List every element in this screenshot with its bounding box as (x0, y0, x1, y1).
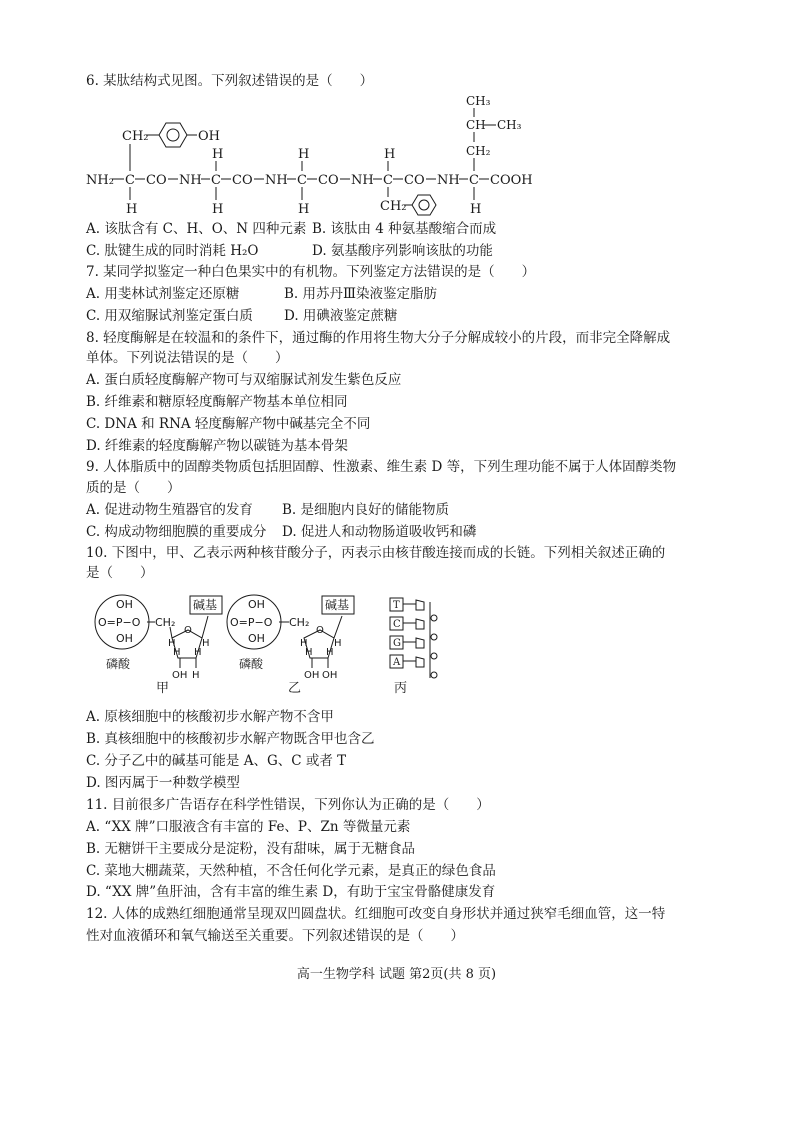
q8-option-d: D. 纤维素的轻度酶解产物以碳链为基本骨架 (86, 438, 348, 454)
jia-base-label: 碱基 (193, 598, 218, 612)
svg-text:OH: OH (304, 670, 320, 681)
svg-text:H: H (305, 647, 313, 658)
r1-ch2: CH₂ (122, 129, 149, 144)
chain-c4: C (383, 173, 393, 188)
page-footer: 高一生物学科 试题 第2页(共 8 页) (296, 967, 497, 982)
svg-text:CH₂: CH₂ (155, 616, 176, 629)
svg-text:O: O (184, 625, 192, 636)
r4-h-top: H (384, 147, 396, 162)
svg-text:H: H (300, 638, 308, 649)
chain-co2: CO (232, 173, 253, 188)
svg-text:OH: OH (172, 670, 188, 681)
r2-h-top: H (212, 147, 224, 162)
q7-option-d: D. 用碘液鉴定蔗糖 (284, 308, 398, 324)
chain-nh2: NH₂ (86, 173, 114, 188)
nucleotide-figure (84, 588, 464, 700)
svg-text:OH: OH (116, 632, 133, 645)
r3-h-bottom: H (298, 202, 310, 217)
chain-base-4: A (393, 657, 401, 668)
q8-stem-line2: 单体。下列说法错误的是（ ） (86, 350, 289, 366)
chain-nh1: NH (179, 173, 202, 188)
q11-option-a: A. “XX 牌”口服液含有丰富的 Fe、P、Zn 等微量元素 (86, 819, 411, 835)
svg-text:OH: OH (116, 598, 133, 611)
chain-base-1: T (393, 600, 400, 611)
chain-nh2b: NH (265, 173, 288, 188)
chain-nh3: NH (351, 173, 374, 188)
chain-co1: CO (146, 173, 167, 188)
r1-oh: OH (198, 129, 220, 144)
svg-text:O: O (316, 625, 324, 636)
q8-option-c: C. DNA 和 RNA 轻度酶解产物中碱基完全不同 (86, 416, 371, 432)
r5-ch: CH (466, 118, 486, 132)
svg-text:O=P−O: O=P−O (98, 616, 141, 629)
q10-stem-line2: 是（ ） (86, 565, 154, 581)
svg-text:H: H (326, 647, 334, 658)
r5-h-bottom: H (470, 202, 482, 217)
yi-base-label: 碱基 (325, 598, 350, 612)
q9-option-a: A. 促进动物生殖器官的发育 (86, 502, 253, 518)
r5-ch3-top: CH₃ (466, 94, 491, 108)
q7-option-a: A. 用斐林试剂鉴定还原糖 (86, 286, 240, 302)
q11-stem: 11. 目前很多广告语存在科学性错误，下列你认为正确的是（ ） (86, 797, 490, 813)
svg-text:H: H (192, 670, 200, 681)
chain-c3: C (297, 173, 307, 188)
chain-co4: CO (404, 173, 425, 188)
q11-option-c: C. 菜地大棚蔬菜，天然种植，不含任何化学元素，是真正的绿色食品 (86, 863, 496, 879)
jia-phosphate-label: 磷酸 (106, 657, 131, 671)
svg-text:O=P−O: O=P−O (230, 616, 273, 629)
q6-option-a: A. 该肽含有 C、H、O、N 四种元素 (86, 221, 307, 237)
svg-text:H: H (334, 638, 342, 649)
svg-text:OH: OH (248, 598, 265, 611)
q6-option-b: B. 该肽由 4 种氨基酸缩合而成 (312, 221, 497, 237)
svg-text:H: H (194, 647, 202, 658)
r3-h-top: H (298, 147, 310, 162)
chain-co3: CO (318, 173, 339, 188)
q7-stem: 7. 某同学拟鉴定一种白色果实中的有机物。下列鉴定方法错误的是（ ） (86, 264, 536, 280)
q6-option-d: D. 氨基酸序列影响该肽的功能 (312, 243, 493, 259)
q6-option-c: C. 肽键生成的同时消耗 H₂O (86, 243, 259, 259)
svg-text:OH: OH (248, 632, 265, 645)
chain-c5: C (469, 173, 479, 188)
q10-option-b: B. 真核细胞中的核酸初步水解产物既含甲也含乙 (86, 731, 375, 747)
svg-text:OH: OH (322, 670, 338, 681)
q8-stem-line1: 8. 轻度酶解是在较温和的条件下，通过酶的作用将生物大分子分解成较小的片段，而非完全降解成 (86, 330, 671, 346)
chain-cooh: COOH (490, 173, 533, 188)
q12-stem-line2: 性对血液循环和氧气输送至关重要。下列叙述错误的是（ ） (86, 928, 464, 944)
q9-stem-line1: 9. 人体脂质中的固醇类物质包括胆固醇、性激素、维生素 D 等，下列生理功能不属于人体固醇类物 (86, 459, 677, 475)
jia-label: 甲 (156, 681, 170, 696)
q10-option-c: C. 分子乙中的碱基可能是 A、G、C 或者 T (86, 753, 347, 769)
q7-option-b: B. 用苏丹Ⅲ染液鉴定脂肪 (284, 286, 438, 302)
q10-option-d: D. 图丙属于一种数学模型 (86, 775, 240, 791)
r2-h-bottom: H (212, 202, 224, 217)
chain-c2: C (211, 173, 221, 188)
yi-phosphate-label: 磷酸 (239, 657, 264, 671)
q7-option-c: C. 用双缩脲试剂鉴定蛋白质 (86, 308, 253, 324)
chain-base-3: G (393, 638, 401, 649)
svg-text:H: H (173, 647, 181, 658)
r4-ch2: CH₂ (380, 199, 407, 214)
q9-option-c: C. 构成动物细胞膜的重要成分 (86, 524, 267, 540)
yi-label: 乙 (288, 681, 302, 696)
q12-stem-line1: 12. 人体的成熟红细胞通常呈现双凹圆盘状。红细胞可改变自身形状并通过狭窄毛细血管，这一特 (86, 906, 666, 922)
q8-option-b: B. 纤维素和糖原轻度酶解产物基本单位相同 (86, 394, 348, 410)
r5-ch3-side: CH₃ (497, 118, 522, 132)
svg-text:H: H (168, 638, 176, 649)
q11-option-d: D. “XX 牌”鱼肝油，含有丰富的维生素 D，有助于宝宝骨骼健康发育 (86, 884, 496, 900)
q9-option-b: B. 是细胞内良好的储能物质 (282, 502, 450, 518)
r1-h: H (126, 202, 138, 217)
bing-label: 丙 (394, 681, 408, 696)
chain-base-2: C (393, 619, 401, 630)
chain-c1: C (125, 173, 135, 188)
r5-ch2: CH₂ (466, 144, 491, 158)
q8-option-a: A. 蛋白质轻度酶解产物可与双缩脲试剂发生紫色反应 (86, 372, 402, 388)
svg-text:CH₂: CH₂ (289, 616, 310, 629)
q9-stem-line2: 质的是（ ） (86, 480, 181, 496)
q10-option-a: A. 原核细胞中的核酸初步水解产物不含甲 (86, 709, 334, 725)
peptide-structure-figure (82, 92, 542, 217)
q10-stem-line1: 10. 下图中，甲、乙表示两种核苷酸分子，丙表示由核苷酸连接而成的长链。下列相关叙述正确的 (86, 545, 666, 561)
q11-option-b: B. 无糖饼干主要成分是淀粉，没有甜味，属于无糖食品 (86, 841, 416, 857)
svg-text:H: H (202, 638, 210, 649)
q9-option-d: D. 促进人和动物肠道吸收钙和磷 (282, 524, 477, 540)
q6-stem: 6. 某肽结构式见图。下列叙述错误的是（ ） (86, 73, 374, 89)
chain-nh4: NH (437, 173, 460, 188)
